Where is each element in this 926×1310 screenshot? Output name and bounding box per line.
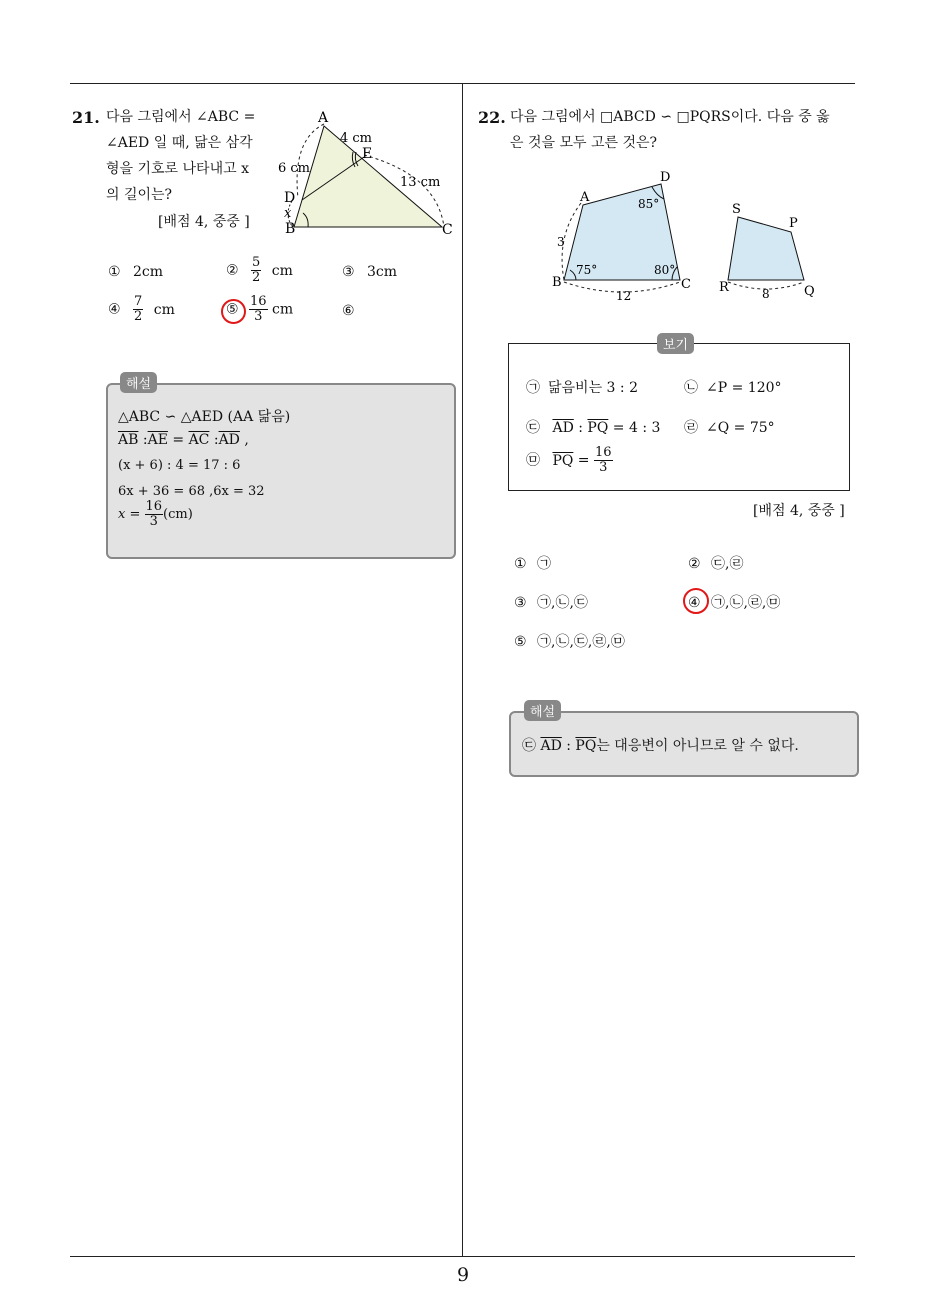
choice-text: 2cm	[133, 264, 164, 280]
explanation-line: 6x + 36 = 68 ,6x = 32	[118, 484, 265, 499]
length-bc: 12	[616, 289, 632, 303]
choice-3[interactable]	[342, 264, 397, 280]
score-label: [배점 4, 중중 ]	[753, 503, 845, 519]
explanation-line: △ABC ∽ △AED (AA 닮음)	[118, 409, 291, 425]
fraction	[251, 256, 261, 285]
label-b: B	[285, 221, 296, 237]
label-p: P	[789, 216, 798, 231]
bottom-rule	[70, 1256, 855, 1257]
choice-mark: ③	[342, 264, 355, 280]
choice-2[interactable]	[226, 256, 293, 285]
label-c: C	[681, 277, 691, 292]
explanation-line: (x + 6) : 4 = 17 : 6	[118, 458, 241, 473]
choice-mark: ①	[108, 264, 121, 280]
choice-1[interactable]	[514, 553, 551, 573]
explanation-line: x = $\frac{16}{3}$ (cm)	[118, 499, 193, 529]
explanation-line: $\overline{AB}$ $:\overline{AE} = \overline{AC}$ $:\overline{AD}$ ,	[118, 432, 249, 448]
choice-mark: ⑤	[226, 301, 239, 318]
fraction-den: 2	[252, 270, 261, 285]
choice-text: ㉠,㉡,㉢,㉣,㉤	[537, 634, 625, 650]
label-r: R	[719, 280, 729, 295]
explanation-tag: 해설	[524, 700, 561, 721]
label-q: Q	[804, 284, 815, 299]
fraction-num: 7	[134, 294, 143, 309]
fraction	[133, 295, 143, 324]
label-a: A	[580, 190, 590, 205]
fraction	[145, 500, 164, 529]
choice-mark: ⑥	[342, 303, 355, 319]
choice-mark: ②	[688, 556, 701, 572]
choice-unit: cm	[272, 301, 294, 318]
choice-1[interactable]	[108, 264, 163, 280]
answer-circle-mark	[683, 588, 709, 614]
choice-mark: ②	[226, 262, 239, 279]
fraction-den: 3	[254, 309, 263, 324]
fraction-num: 16	[595, 445, 612, 460]
length-ec: 13 cm	[400, 175, 441, 190]
choice-text: ㉠,㉡,㉣,㉤	[711, 595, 781, 611]
label-a: A	[318, 110, 329, 126]
length-ae: 4 cm	[340, 131, 373, 146]
question-text-line: 은 것을 모두 고른 것은?	[510, 135, 658, 151]
label-d: D	[660, 170, 671, 185]
answer-circle-mark	[221, 299, 246, 324]
choice-6[interactable]	[342, 303, 355, 319]
explanation-tag: 해설	[120, 372, 157, 393]
bogi-item-3: ㉢ $\overline{AD}$ : $\overline{PQ} = 4$ : 3	[526, 420, 661, 436]
label-c: C	[442, 222, 453, 238]
choice-unit: cm	[271, 262, 293, 279]
question-text-line: 다음 그림에서 □ABCD ∽ □PQRS이다. 다음 중 옳	[510, 109, 830, 125]
question-text-line: ∠AED 일 때, 닮은 삼각	[106, 135, 253, 151]
explanation-line: ㉢ $\overline{AD}$ : $\overline{PQ}$는 대응변이 아니므로 알 수 없다.	[522, 738, 799, 754]
choice-mark: ④	[688, 595, 701, 611]
label-x: x	[284, 206, 292, 221]
fraction-num: 5	[252, 255, 261, 270]
fraction-den: 2	[134, 309, 143, 324]
choice-text: ㉠,㉡,㉢	[537, 595, 588, 611]
length-rq: 8	[762, 287, 770, 301]
label-s: S	[732, 202, 741, 217]
choice-mark: ③	[514, 595, 527, 611]
choice-mark: ①	[514, 556, 527, 572]
choice-mark: ④	[108, 301, 121, 318]
triangle-figure	[272, 110, 462, 240]
column-divider	[462, 83, 463, 1257]
choice-4[interactable]	[108, 295, 175, 324]
choice-5[interactable]	[514, 631, 625, 651]
choice-3[interactable]	[514, 592, 588, 612]
fraction-den: 3	[599, 460, 608, 475]
question-text-line: 다음 그림에서 ∠ABC =	[106, 109, 256, 125]
bogi-item-4: ㉣ ∠Q = 75°	[684, 420, 775, 436]
fraction	[249, 295, 268, 324]
question-number: 22.	[478, 108, 506, 127]
fraction-den: 3	[149, 514, 158, 529]
bogi-item-2: ㉡ ∠P = 120°	[684, 380, 782, 396]
choice-mark: ⑤	[514, 634, 527, 650]
bogi-item-5: ㉤ $\overline{PQ}$ = $\frac{16}{3}$	[526, 445, 612, 475]
page-number: 9	[456, 1264, 470, 1286]
question-number: 21.	[72, 108, 100, 127]
label-d: D	[284, 190, 296, 206]
label-b: B	[552, 275, 562, 290]
fraction	[594, 446, 613, 475]
choice-unit: cm	[153, 301, 175, 318]
bogi-tag: 보기	[657, 333, 694, 354]
score-label: [배점 4, 중중 ]	[158, 214, 250, 230]
choice-2[interactable]	[688, 553, 743, 573]
length-ab: 3	[557, 235, 565, 249]
angle-d-value: 85°	[638, 197, 660, 211]
choice-text: 3cm	[367, 264, 398, 280]
question-text-line: 형을 기호로 나타내고 x	[106, 161, 249, 177]
angle-c-value: 80°	[654, 263, 676, 277]
fraction-num: 16	[145, 499, 163, 514]
quadrilateral-figure	[548, 166, 828, 306]
fraction-num: 16	[250, 294, 267, 309]
question-text-line: 의 길이는?	[106, 187, 173, 203]
choice-text: ㉢,㉣	[711, 556, 744, 572]
choice-text: ㉠	[537, 556, 552, 572]
bogi-item-1: ㉠ 닮음비는 3 : 2	[526, 380, 638, 396]
label-e: E	[362, 146, 373, 162]
angle-b-value: 75°	[576, 263, 598, 277]
length-ad: 6 cm	[278, 161, 311, 176]
